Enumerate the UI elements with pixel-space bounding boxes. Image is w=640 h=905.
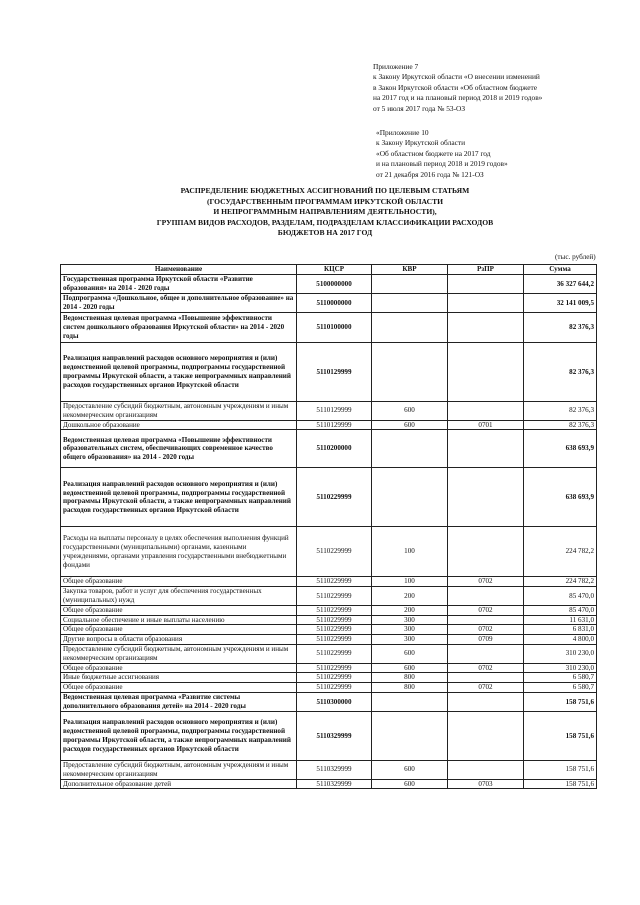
cell-kvr: 600 bbox=[372, 420, 448, 430]
cell-sum: 82 376,3 bbox=[524, 402, 597, 421]
table-row bbox=[61, 605, 597, 615]
cell-kvr: 100 bbox=[372, 527, 448, 577]
cell-rzpr: 0709 bbox=[448, 635, 524, 645]
cell-kvr bbox=[372, 468, 448, 527]
appendix-line: в Закон Иркутской области «Об областном бюджете bbox=[373, 82, 538, 92]
cell-rzpr: 0702 bbox=[448, 683, 524, 693]
cell-name: Другие вопросы в области образования bbox=[61, 635, 297, 645]
cell-kcsr: 5110229999 bbox=[297, 673, 372, 683]
cell-name: Общее образование bbox=[61, 605, 297, 615]
cell-name: Предоставление субсидий бюджетным, автономным учреждениям и иным некоммерческим организациям bbox=[61, 402, 297, 421]
appendix-line: к Закону Иркутской области «О внесении изменений bbox=[373, 72, 540, 82]
table-row bbox=[61, 683, 597, 693]
table-row bbox=[61, 760, 597, 779]
cell-kvr: 600 bbox=[372, 779, 448, 789]
cell-kcsr: 5110129999 bbox=[297, 343, 372, 402]
table-row bbox=[61, 673, 597, 683]
cell-sum: 11 631,0 bbox=[524, 615, 597, 625]
cell-kcsr: 5110000000 bbox=[297, 294, 372, 313]
cell-kcsr: 5110229999 bbox=[297, 663, 372, 673]
cell-kcsr: 5110229999 bbox=[297, 468, 372, 527]
cell-sum: 6 831,0 bbox=[524, 625, 597, 635]
cell-sum: 158 751,6 bbox=[524, 760, 597, 779]
title-line: БЮДЖЕТОВ НА 2017 ГОД bbox=[277, 228, 373, 238]
cell-kvr: 100 bbox=[372, 577, 448, 587]
cell-name: Расходы на выплаты персоналу в целях обеспечения выполнения функций государственными (муниципальными) органами, казенными учреждениями, органами управления государственными внебюджетными фондами bbox=[61, 527, 297, 577]
table-row bbox=[61, 343, 597, 402]
table-row bbox=[61, 294, 597, 313]
header-sum: Сумма bbox=[524, 265, 597, 275]
cell-kvr: 300 bbox=[372, 635, 448, 645]
cell-rzpr: 0702 bbox=[448, 605, 524, 615]
cell-name: Закупка товаров, работ и услуг для обеспечения государственных (муниципальных) нужд bbox=[61, 587, 297, 606]
cell-sum: 310 230,0 bbox=[524, 644, 597, 663]
cell-kvr bbox=[372, 275, 448, 294]
cell-sum: 158 751,6 bbox=[524, 711, 597, 760]
title-line: И НЕПРОГРАММНЫМ НАПРАВЛЕНИЯМ ДЕЯТЕЛЬНОСТИ), bbox=[213, 207, 437, 217]
cell-kcsr: 5110229999 bbox=[297, 635, 372, 645]
appendix-line: от 5 июля 2017 года № 53-ОЗ bbox=[373, 103, 466, 113]
cell-rzpr bbox=[448, 343, 524, 402]
table-header-row bbox=[61, 265, 597, 275]
appendix-line: «Приложение 10 bbox=[376, 128, 429, 137]
cell-rzpr bbox=[448, 294, 524, 313]
cell-name: Реализация направлений расходов основного мероприятия и (или) ведомственной целевой программы, подпрограммы государственной программы Иркутской области, а также непрограммных направлений расходов государственных органов Иркутской области bbox=[61, 343, 297, 402]
cell-name: Предоставление субсидий бюджетным, автономным учреждениям и иным некоммерческим организациям bbox=[61, 760, 297, 779]
appendix-line: от 21 декабря 2016 года № 121-ОЗ bbox=[376, 169, 484, 179]
table-row bbox=[61, 577, 597, 587]
cell-rzpr: 0702 bbox=[448, 577, 524, 587]
cell-rzpr bbox=[448, 468, 524, 527]
units-label: (тыс. рублей) bbox=[555, 253, 596, 261]
cell-kvr: 200 bbox=[372, 605, 448, 615]
header-kcsr: КЦСР bbox=[297, 265, 372, 275]
cell-name: Подпрограмма «Дошкольное, общее и дополнительное образование» на 2014 - 2020 годы bbox=[61, 294, 297, 313]
cell-sum: 82 376,3 bbox=[524, 420, 597, 430]
cell-sum: 638 693,9 bbox=[524, 430, 597, 468]
table-row bbox=[61, 527, 597, 577]
cell-kcsr: 5110329999 bbox=[297, 779, 372, 789]
appendix-line: «Об областном бюджете на 2017 год bbox=[376, 148, 491, 158]
table-row bbox=[61, 625, 597, 635]
cell-rzpr bbox=[448, 760, 524, 779]
cell-kvr bbox=[372, 294, 448, 313]
cell-kvr: 600 bbox=[372, 644, 448, 663]
cell-name: Общее образование bbox=[61, 663, 297, 673]
table-row bbox=[61, 402, 597, 421]
cell-sum: 85 470,0 bbox=[524, 587, 597, 606]
cell-rzpr bbox=[448, 402, 524, 421]
table-row bbox=[61, 779, 597, 789]
budget-table bbox=[60, 264, 597, 789]
appendix-7-block bbox=[373, 62, 542, 114]
cell-name: Дошкольное образование bbox=[61, 420, 297, 430]
cell-sum: 82 376,3 bbox=[524, 343, 597, 402]
header-name: Наименование bbox=[61, 265, 297, 275]
title-line: РАСПРЕДЕЛЕНИЕ БЮДЖЕТНЫХ АССИГНОВАНИЙ ПО ЦЕЛЕВЫМ СТАТЬЯМ bbox=[180, 186, 470, 195]
cell-sum: 32 141 009,5 bbox=[524, 294, 597, 313]
cell-name: Предоставление субсидий бюджетным, автономным учреждениям и иным некоммерческим организациям bbox=[61, 644, 297, 663]
cell-kcsr: 5110129999 bbox=[297, 420, 372, 430]
cell-kcsr: 5110329999 bbox=[297, 760, 372, 779]
cell-rzpr bbox=[448, 711, 524, 760]
cell-rzpr: 0702 bbox=[448, 663, 524, 673]
cell-kvr bbox=[372, 692, 448, 711]
cell-rzpr bbox=[448, 673, 524, 683]
cell-sum: 6 580,7 bbox=[524, 683, 597, 693]
cell-sum: 638 693,9 bbox=[524, 468, 597, 527]
table-row bbox=[61, 663, 597, 673]
cell-kcsr: 5110229999 bbox=[297, 587, 372, 606]
cell-sum: 158 751,6 bbox=[524, 692, 597, 711]
cell-name: Иные бюджетные ассигнования bbox=[61, 673, 297, 683]
table-row bbox=[61, 420, 597, 430]
cell-name: Ведомственная целевая программа «Повышение эффективности образовательных систем, обеспечивающих современное качество общего образования» на 2014 - 2020 годы bbox=[61, 430, 297, 468]
cell-kcsr: 5110300000 bbox=[297, 692, 372, 711]
cell-rzpr: 0702 bbox=[448, 625, 524, 635]
cell-rzpr bbox=[448, 313, 524, 343]
cell-rzpr bbox=[448, 692, 524, 711]
cell-name: Общее образование bbox=[61, 683, 297, 693]
cell-kvr: 300 bbox=[372, 615, 448, 625]
cell-sum: 36 327 644,2 bbox=[524, 275, 597, 294]
table-row bbox=[61, 468, 597, 527]
cell-rzpr: 0701 bbox=[448, 420, 524, 430]
cell-kcsr: 5110329999 bbox=[297, 711, 372, 760]
cell-rzpr bbox=[448, 430, 524, 468]
cell-rzpr bbox=[448, 615, 524, 625]
appendix-line: на 2017 год и на плановый период 2018 и 2019 годов» bbox=[373, 93, 543, 103]
appendix-line: Приложение 7 bbox=[373, 62, 419, 71]
cell-sum: 158 751,6 bbox=[524, 779, 597, 789]
table-row bbox=[61, 615, 597, 625]
cell-sum: 4 800,0 bbox=[524, 635, 597, 645]
cell-kvr: 800 bbox=[372, 673, 448, 683]
table-row bbox=[61, 635, 597, 645]
cell-rzpr bbox=[448, 587, 524, 606]
table-row bbox=[61, 692, 597, 711]
cell-name: Дополнительное образование детей bbox=[61, 779, 297, 789]
cell-name: Реализация направлений расходов основного мероприятия и (или) ведомственной целевой программы, подпрограммы государственной программы Иркутской области, а также непрограммных направлений расходов государственных органов Иркутской области bbox=[61, 468, 297, 527]
cell-kcsr: 5110129999 bbox=[297, 402, 372, 421]
table-row bbox=[61, 711, 597, 760]
cell-kcsr: 5110229999 bbox=[297, 644, 372, 663]
header-kvr: КВР bbox=[372, 265, 448, 275]
appendix-line: и на плановый период 2018 и 2019 годов» bbox=[376, 159, 508, 169]
table-row bbox=[61, 313, 597, 343]
cell-name: Социальное обеспечение и иные выплаты населению bbox=[61, 615, 297, 625]
cell-sum: 224 782,2 bbox=[524, 577, 597, 587]
header-rzpr: РзПР bbox=[448, 265, 524, 275]
cell-kvr bbox=[372, 313, 448, 343]
cell-kvr: 600 bbox=[372, 663, 448, 673]
cell-kcsr: 5100000000 bbox=[297, 275, 372, 294]
cell-sum: 82 376,3 bbox=[524, 313, 597, 343]
cell-kcsr: 5110229999 bbox=[297, 615, 372, 625]
cell-name: Общее образование bbox=[61, 577, 297, 587]
appendix-10-block bbox=[376, 128, 508, 180]
cell-rzpr bbox=[448, 275, 524, 294]
cell-sum: 85 470,0 bbox=[524, 605, 597, 615]
table-row bbox=[61, 430, 597, 468]
cell-sum: 6 580,7 bbox=[524, 673, 597, 683]
cell-sum: 310 230,0 bbox=[524, 663, 597, 673]
cell-name: Государственная программа Иркутской области «Развитие образования» на 2014 - 2020 годы bbox=[61, 275, 297, 294]
cell-kcsr: 5110229999 bbox=[297, 605, 372, 615]
cell-kcsr: 5110229999 bbox=[297, 577, 372, 587]
cell-kvr: 800 bbox=[372, 683, 448, 693]
cell-name: Общее образование bbox=[61, 625, 297, 635]
cell-kvr: 300 bbox=[372, 625, 448, 635]
cell-kcsr: 5110229999 bbox=[297, 625, 372, 635]
cell-rzpr bbox=[448, 527, 524, 577]
cell-rzpr: 0703 bbox=[448, 779, 524, 789]
cell-kvr: 600 bbox=[372, 402, 448, 421]
cell-kvr: 600 bbox=[372, 760, 448, 779]
cell-name: Ведомственная целевая программа «Повышение эффективности систем дошкольного образования Иркутской области» на 2014 - 2020 годы bbox=[61, 313, 297, 343]
document-title bbox=[90, 186, 560, 239]
cell-kvr bbox=[372, 711, 448, 760]
table-row bbox=[61, 644, 597, 663]
title-line: (ГОСУДАРСТВЕННЫМ ПРОГРАММАМ ИРКУТСКОЙ ОБЛАСТИ bbox=[206, 196, 444, 206]
cell-kcsr: 5110229999 bbox=[297, 527, 372, 577]
appendix-line: к Закону Иркутской области bbox=[376, 138, 466, 148]
title-line: ГРУППАМ ВИДОВ РАСХОДОВ, РАЗДЕЛАМ, ПОДРАЗДЕЛАМ КЛАССИФИКАЦИИ РАСХОДОВ bbox=[156, 217, 494, 227]
cell-kcsr: 5110100000 bbox=[297, 313, 372, 343]
cell-sum: 224 782,2 bbox=[524, 527, 597, 577]
cell-kcsr: 5110200000 bbox=[297, 430, 372, 468]
table-row bbox=[61, 587, 597, 606]
cell-rzpr bbox=[448, 644, 524, 663]
cell-name: Ведомственная целевая программа «Развитие системы дополнительного образования детей» на 2014 - 2020 годы bbox=[61, 692, 297, 711]
cell-name: Реализация направлений расходов основного мероприятия и (или) ведомственной целевой программы, подпрограммы государственной программы Иркутской области, а также непрограммных направлений расходов государственных органов Иркутской области bbox=[61, 711, 297, 760]
table-row bbox=[61, 275, 597, 294]
cell-kcsr: 5110229999 bbox=[297, 683, 372, 693]
cell-kvr bbox=[372, 343, 448, 402]
cell-kvr bbox=[372, 430, 448, 468]
cell-kvr: 200 bbox=[372, 587, 448, 606]
